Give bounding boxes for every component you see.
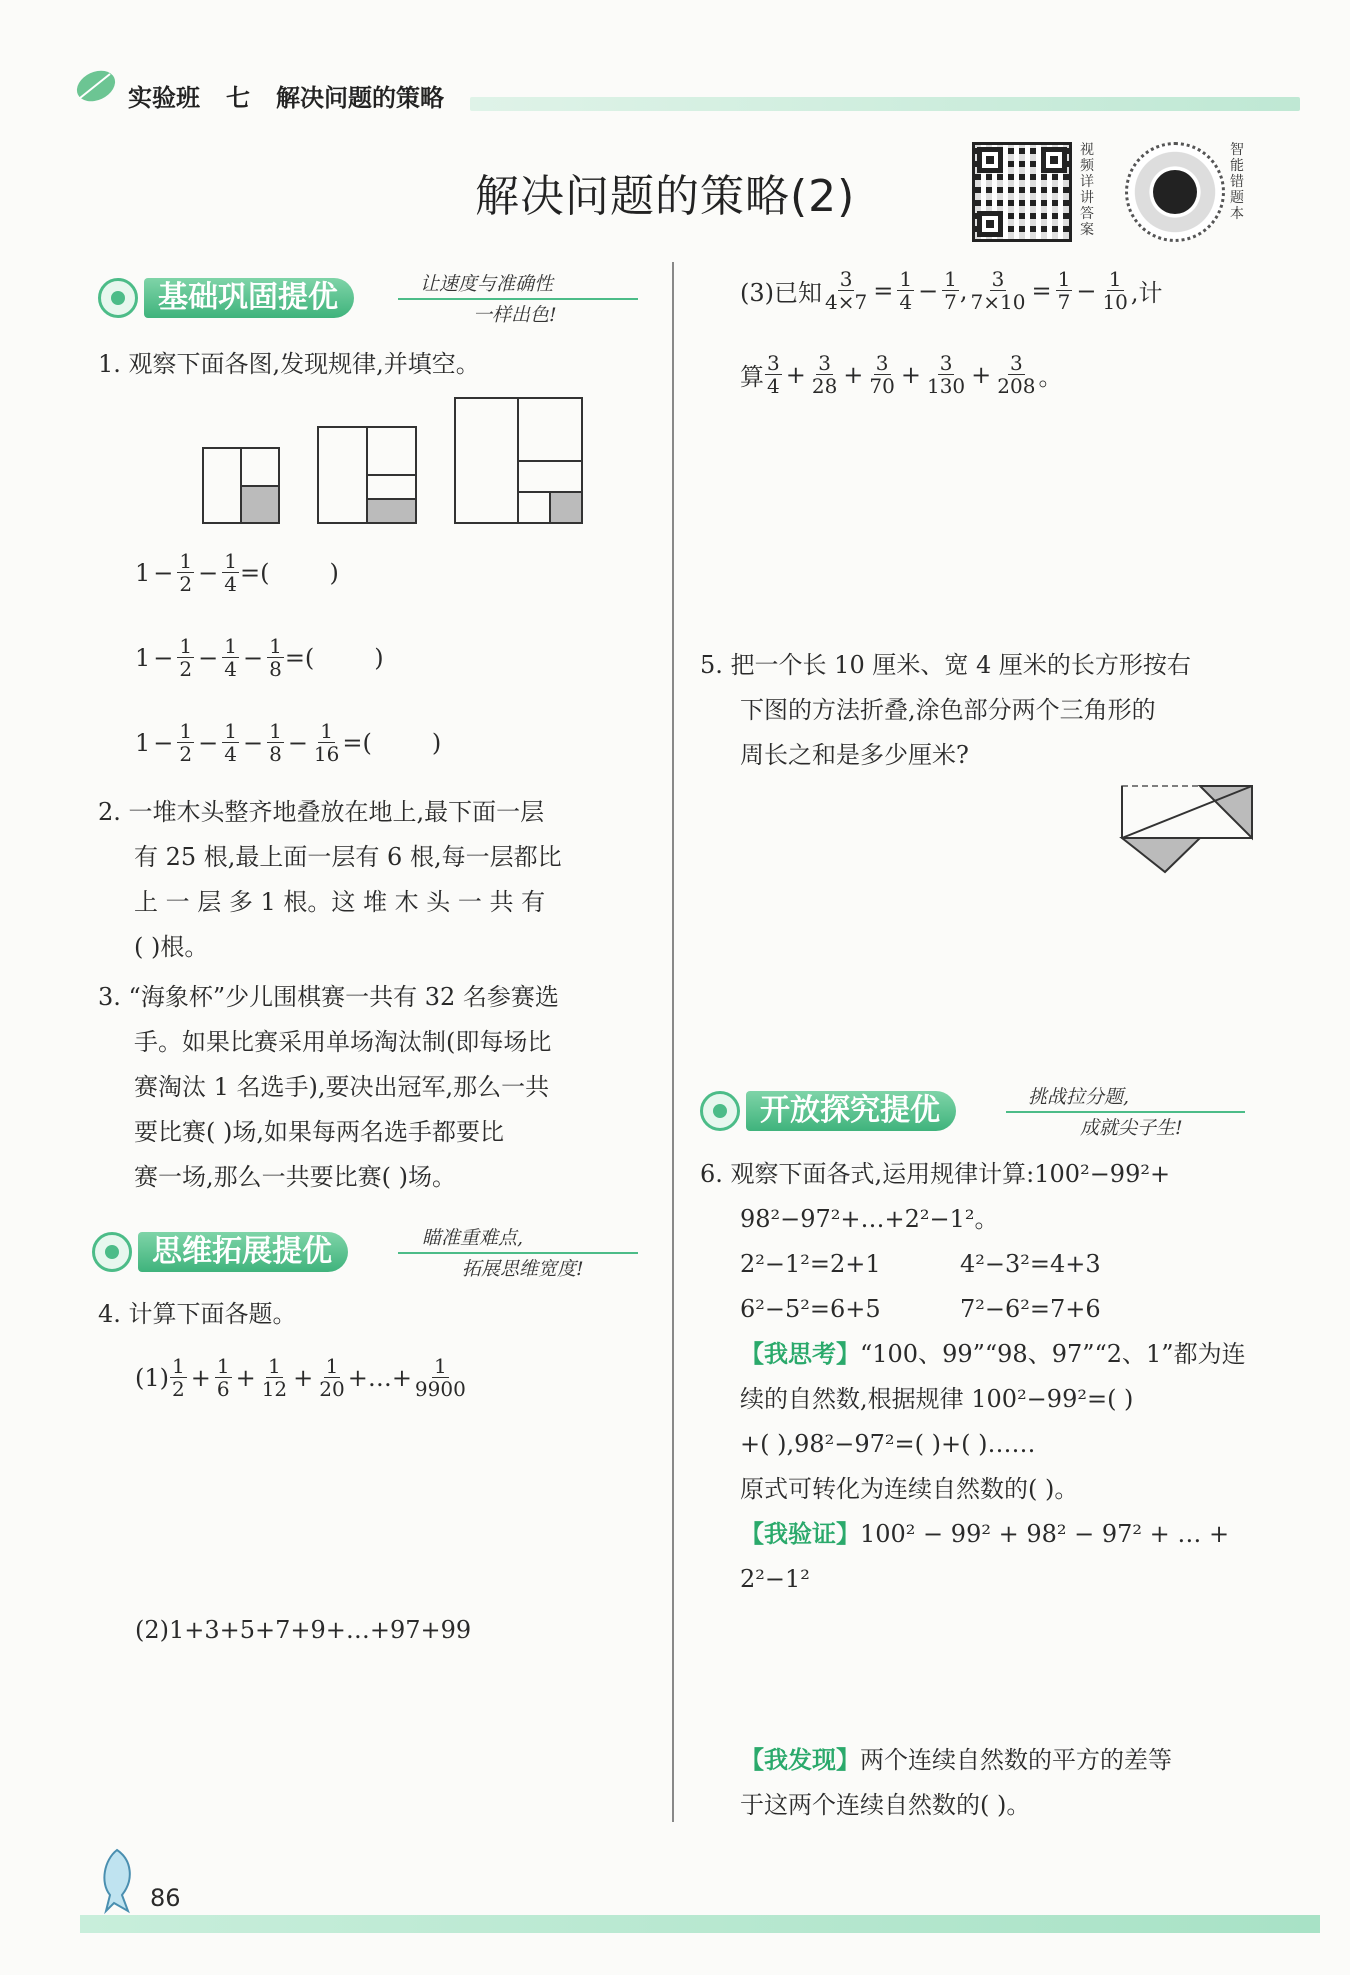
ufo-icon [92, 1232, 132, 1272]
section-thinking-slogan2: 拓展思维宽度! [462, 1258, 584, 1280]
q4-text: 4. 计算下面各题。 [98, 1300, 297, 1328]
q5-fold-figure [1115, 782, 1260, 882]
section-basic-slogan2: 一样出色! [473, 304, 557, 326]
q1-equation-1: 1 − $\frac{1}{2}$ − $\frac{1}{4}$ =( ) [135, 549, 339, 596]
q1-equation-3: 1 − $\frac{1}{2}$ − $\frac{1}{4}$ − $\frac{1}{8}$ − $\frac{1}{16}$ =( ) [135, 719, 442, 766]
atom-icon [98, 278, 138, 318]
section-open-title: 开放探究提优 [746, 1091, 956, 1131]
header-breadcrumb [128, 78, 444, 113]
q4-part1: (1) $\frac{1}{2}$ + $\frac{1}{6}$ + $\frac{1}{12}$ + $\frac{1}{20}$ +…+ $\frac{1}{9900}$ [135, 1354, 466, 1401]
q4-part2: (2)1+3+5+7+9+…+97+99 [135, 1616, 472, 1644]
header-chapter: 七 [226, 84, 250, 112]
section-thinking-title: 思维拓展提优 [138, 1232, 348, 1272]
header-band [470, 97, 1300, 111]
dolphin-icon [92, 1845, 142, 1915]
section-thinking-slogan1: 瞄准重难点, [422, 1227, 524, 1249]
qr-label: 视频详讲答案 [1080, 142, 1094, 238]
section-basic-title: 基础巩固提优 [144, 278, 354, 318]
section-basic-slogan1: 让速度与准确性 [420, 273, 554, 295]
qr-code[interactable] [972, 142, 1072, 242]
section-open-slogan1: 挑战拉分题, [1028, 1086, 1130, 1108]
section-basic-banner [98, 273, 638, 326]
footer-band [80, 1915, 1320, 1933]
column-divider [672, 262, 674, 1822]
q4-part3-line1: (3)已知 $\frac{3}{4\times 7}$ = $\frac{1}{4}$ − $\frac{1}{7}$ , $\frac{3}{7\times 10}$ = $\frac{1}{7}$ − $\frac{1}{10}$ ,计 [740, 267, 1163, 314]
q2: 2. 一堆木头整齐地叠放在地上,最下面一层 有 25 根,最上面一层有 6 根,每一层都比 上 一 层 多 1 根。这 堆 木 头 一 共 有 ( )根。 [98, 798, 562, 961]
header-leaf-icon [74, 68, 118, 104]
badge-label: 智能错题本 [1230, 142, 1244, 222]
q1-equation-2: 1 − $\frac{1}{2}$ − $\frac{1}{4}$ − $\frac{1}{8}$ =( ) [135, 634, 384, 681]
q1-text: 1. 观察下面各图,发现规律,并填空。 [98, 350, 480, 378]
q6-find: 【我发现】两个连续自然数的平方的差等 于这两个连续自然数的( )。 [740, 1746, 1172, 1819]
q5: 5. 把一个长 10 厘米、宽 4 厘米的长方形按右 下图的方法折叠,涂色部分两个三角形的 周长之和是多少厘米? [700, 651, 1191, 769]
satellite-icon [700, 1091, 740, 1131]
section-open-slogan2: 成就尖子生! [1080, 1117, 1183, 1139]
q3: 3. “海象杯”少儿围棋赛一共有 32 名参赛选 手。如果比赛采用单场淘汰制(即每场比 赛淘汰 1 名选手),要决出冠军,那么一共 要比赛( )场,如果每两名选手都要比 赛一场,那么一共要比赛( )场。 [98, 983, 559, 1191]
header-series: 实验班 [128, 84, 200, 112]
section-open-banner [700, 1086, 1245, 1139]
q4-part3-line2: 算 $\frac{3}{4}$ + $\frac{3}{28}$ + $\frac{3}{70}$ + $\frac{3}{130}$ + $\frac{3}{208}$ 。 [740, 351, 1063, 398]
section-thinking-banner [92, 1227, 638, 1280]
page-title: 解决问题的策略(2) [475, 171, 856, 222]
q6: 6. 观察下面各式,运用规律计算:100²−99²+ 98²−97²+…+2²−1²。 2²−1²=2+1 4²−3²=4+3 6²−5²=6+5 7²−6²=7+6 【我思考】“100、99”“98、97”“2、1”都为连 续的自然数,根据规律 100²−99²=( ) +( ),98²−97²=( )+( )…… 原式可转化为连续自然数的( )。 【我验证】100² − 99² + 98² − 97² + … + 2²−1² [700, 1160, 1246, 1593]
page-number: 86 [150, 1884, 181, 1912]
q1-figures [200, 395, 590, 530]
badge-center [1153, 170, 1197, 214]
header-unit: 解决问题的策略 [276, 84, 444, 112]
